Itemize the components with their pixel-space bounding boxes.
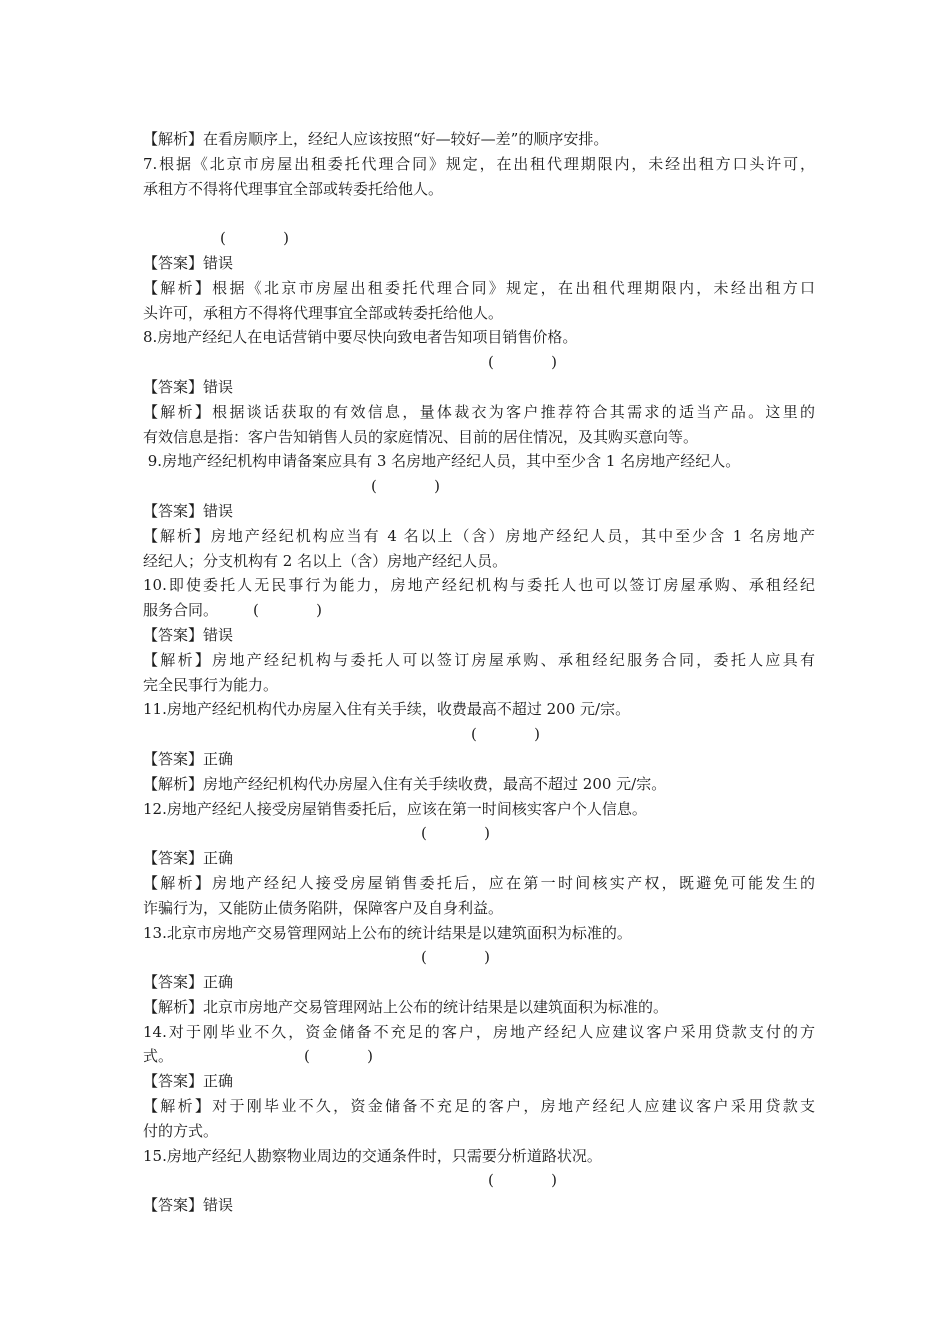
answer-parentheses[interactable]: ( ): [488, 353, 557, 372]
explanation-12-line-2: 诈骗行为，又能防止债务陷阱，保障客户及自身利益。: [143, 898, 504, 917]
answer-parentheses[interactable]: ( ): [220, 229, 289, 248]
question-7-line-2: 承租方不得将代理事宜全部或转委托给他人。: [143, 179, 444, 198]
question-14-line-2: [143, 1044, 815, 1069]
answer-parentheses[interactable]: ( ): [253, 601, 322, 620]
question-8: 8.房地产经纪人在电话营销中要尽快向致电者告知项目销售价格。: [143, 328, 578, 347]
explanation-7-line-1: 【解析】根据《北京市房屋出租委托代理合同》规定，在出租代理期限内，未经出租方口: [143, 278, 815, 297]
answer-7: 【答案】错误: [143, 253, 234, 272]
explanation-7-line-2: 头许可，承租方不得将代理事宜全部或转委托给他人。: [143, 303, 504, 322]
question-10-line-1: 10.即使委托人无民事行为能力，房地产经纪机构与委托人也可以签订房屋承购、承租经纪: [143, 576, 815, 595]
answer-parentheses[interactable]: ( ): [421, 948, 490, 967]
answer-parentheses[interactable]: ( ): [471, 725, 540, 744]
explanation-10-line-2: 完全民事行为能力。: [143, 675, 279, 694]
answer-10: 【答案】错误: [143, 625, 234, 644]
question-14-line-1: 14.对于刚毕业不久，资金储备不充足的客户，房地产经纪人应建议客户采用贷款支付的方: [143, 1022, 815, 1041]
question-7-line-1: 7.根据《北京市房屋出租委托代理合同》规定，在出租代理期限内，未经出租方口头许可，: [143, 154, 815, 173]
answer-blank-13: [143, 945, 815, 970]
answer-13: 【答案】正确: [143, 973, 234, 992]
answer-blank-7: [143, 226, 815, 251]
document-body: [143, 127, 815, 1218]
answer-blank-12: [143, 821, 815, 846]
spacer: [143, 201, 815, 226]
question-9: 9.房地产经纪机构申请备案应具有 3 名房地产经纪人员，其中至少含 1 名房地产经纪人。: [143, 452, 741, 471]
answer-blank-11: [143, 722, 815, 747]
answer-blank-15: [143, 1168, 815, 1193]
explanation-8-line-1: 【解析】根据谈话获取的有效信息，量体裁衣为客户推荐符合其需求的适当产品。这里的: [143, 402, 815, 421]
answer-parentheses[interactable]: ( ): [488, 1171, 557, 1190]
question-10-line-2: [143, 598, 815, 623]
explanation-14-line-1: 【解析】对于刚毕业不久，资金储备不充足的客户，房地产经纪人应建议客户采用贷款支: [143, 1097, 815, 1116]
question-15: 15.房地产经纪人勘察物业周边的交通条件时，只需要分析道路状况。: [143, 1146, 602, 1165]
answer-12: 【答案】正确: [143, 849, 234, 868]
explanation-8-line-2: 有效信息是指：客户告知销售人员的家庭情况、目前的居住情况，及其购买意向等。: [143, 427, 699, 446]
answer-15: 【答案】错误: [143, 1196, 234, 1215]
answer-8: 【答案】错误: [143, 377, 234, 396]
answer-parentheses[interactable]: ( ): [304, 1047, 373, 1066]
explanation-11: 【解析】房地产经纪机构代办房屋入住有关手续收费，最高不超过 200 元/宗。: [143, 774, 667, 793]
answer-blank-8: [143, 350, 815, 375]
question-11: 11.房地产经纪机构代办房屋入住有关手续，收费最高不超过 200 元/宗。: [143, 700, 631, 719]
question-12: 12.房地产经纪人接受房屋销售委托后，应该在第一时间核实客户个人信息。: [143, 799, 647, 818]
explanation-13: 【解析】北京市房地产交易管理网站上公布的统计结果是以建筑面积为标准的。: [143, 997, 669, 1016]
question-10-text: 服务合同。: [143, 601, 219, 620]
explanation-9-line-2: 经纪人；分支机构有 2 名以上（含）房地产经纪人员。: [143, 551, 508, 570]
explanation-9-line-1: 【解析】房地产经纪机构应当有 4 名以上（含）房地产经纪人员，其中至少含 1 名房地产: [143, 526, 815, 545]
explanation-10-line-1: 【解析】房地产经纪机构与委托人可以签订房屋承购、承租经纪服务合同，委托人应具有: [143, 650, 815, 669]
answer-11: 【答案】正确: [143, 749, 234, 768]
answer-14: 【答案】正确: [143, 1072, 234, 1091]
question-14-text: 式。: [143, 1047, 174, 1066]
answer-9: 【答案】错误: [143, 501, 234, 520]
explanation-12-line-1: 【解析】房地产经纪人接受房屋销售委托后，应在第一时间核实产权，既避免可能发生的: [143, 873, 815, 892]
explanation-6: 【解析】在看房顺序上，经纪人应该按照“好—较好—差”的顺序安排。: [143, 130, 609, 148]
answer-blank-9: [143, 474, 815, 499]
question-13: 13.北京市房地产交易管理网站上公布的统计结果是以建筑面积为标准的。: [143, 923, 632, 942]
answer-parentheses[interactable]: ( ): [371, 477, 440, 496]
explanation-14-line-2: 付的方式。: [143, 1121, 219, 1140]
answer-parentheses[interactable]: ( ): [421, 824, 490, 843]
